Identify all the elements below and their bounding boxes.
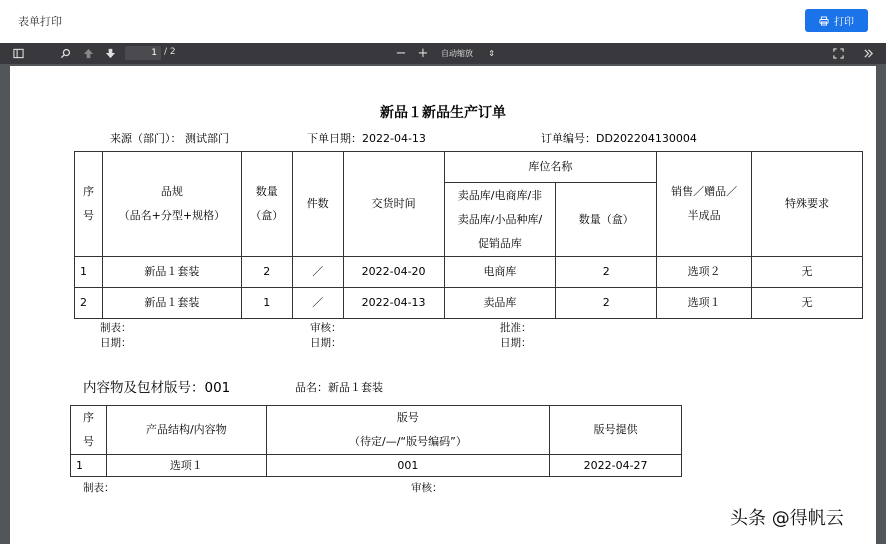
section-heading: 内容物及包材版号：001: [83, 380, 231, 396]
header-special: 特殊要求: [752, 152, 863, 257]
sidebar-icon: [13, 48, 24, 59]
cell: ／: [292, 288, 343, 319]
printer-icon: [819, 16, 829, 26]
find-button[interactable]: [57, 43, 73, 64]
arrow-up-icon: [83, 48, 94, 59]
previous-page-button[interactable]: [80, 43, 96, 64]
zoom-in-button[interactable]: +: [417, 46, 429, 61]
cell: 选项１: [106, 455, 266, 477]
cell: 无: [752, 288, 863, 319]
page-number-input[interactable]: 1: [125, 46, 161, 60]
table-header-row: [75, 152, 863, 183]
cell: 卖品库: [444, 288, 556, 319]
cell: 2: [556, 257, 657, 288]
pdf-viewer[interactable]: [0, 64, 886, 544]
product-name: 品名：新品１套装: [295, 381, 383, 394]
maker-label-2: 制表：: [83, 482, 115, 494]
header-version-provide: 版号提供: [550, 406, 682, 455]
page-count: / 2: [164, 47, 176, 57]
next-page-button[interactable]: [102, 43, 118, 64]
document-title: 新品１新品生产订单: [380, 105, 506, 121]
cell: 1: [241, 288, 292, 319]
approve-date-label: 日期：: [500, 337, 532, 349]
cell: 2: [75, 288, 103, 319]
cell: 2022-04-20: [343, 257, 444, 288]
version-table: [70, 405, 682, 477]
header-delivery-time: 交货时间: [343, 152, 444, 257]
print-button[interactable]: [805, 9, 868, 32]
search-icon: [60, 48, 71, 59]
order-date: 下单日期：2022-04-13: [307, 132, 426, 145]
page-title: 表单打印: [18, 15, 62, 28]
cell: 1: [71, 455, 107, 477]
header-warehouse-qty: 数量（盒）: [556, 183, 657, 257]
double-chevron-right-icon: [863, 48, 874, 59]
zoom-out-button[interactable]: −: [395, 46, 407, 61]
header-version: 版号 （待定/—/“版号编码”）: [266, 406, 550, 455]
header-pieces: 件数: [292, 152, 343, 257]
review-label: 审核：: [310, 322, 342, 334]
header-qty: 数量 （盒）: [241, 152, 292, 257]
review-label-2: 审核：: [411, 482, 443, 494]
table-row: [71, 455, 682, 477]
cell: 1: [75, 257, 103, 288]
sidebar-toggle-button[interactable]: [10, 43, 26, 64]
table-header-row: [71, 406, 682, 455]
header-spec: 品规 （品名+分型+规格）: [102, 152, 241, 257]
header-seq: 序 号: [75, 152, 103, 257]
cell: 新品１套装: [102, 288, 241, 319]
arrow-down-icon: [105, 48, 116, 59]
zoom-value: 自动缩放: [441, 49, 473, 58]
print-label: 打印: [834, 17, 854, 28]
order-number: 订单编号：DD202204130004: [541, 132, 697, 145]
more-tools-button[interactable]: [860, 43, 876, 64]
maker-label: 制表：: [100, 322, 132, 334]
cell: 2: [556, 288, 657, 319]
table-row: [75, 257, 863, 288]
cell: 2022-04-27: [550, 455, 682, 477]
top-bar: [0, 0, 886, 43]
table-row: [75, 288, 863, 319]
source-department: 来源（部门）： 测试部门: [110, 132, 229, 145]
chevron-updown-icon: ⇕: [488, 49, 495, 58]
watermark: 头条 @得帆云: [730, 508, 844, 529]
cell: 选项１: [657, 288, 752, 319]
header-warehouse-name: 卖品库/电商库/非 卖品库/小品种库/ 促销品库: [444, 183, 556, 257]
header-warehouse: 库位名称: [444, 152, 657, 183]
header-structure: 产品结构/内容物: [106, 406, 266, 455]
order-table: [74, 151, 863, 319]
fullscreen-icon: [833, 48, 844, 59]
pdf-toolbar: [0, 43, 886, 64]
presentation-mode-button[interactable]: [830, 43, 846, 64]
cell: ／: [292, 257, 343, 288]
cell: 选项２: [657, 257, 752, 288]
cell: 2: [241, 257, 292, 288]
maker-date-label: 日期：: [100, 337, 132, 349]
approve-label: 批准：: [500, 322, 532, 334]
cell: 2022-04-13: [343, 288, 444, 319]
header-sale-type: 销售／赠品／ 半成品: [657, 152, 752, 257]
cell: 新品１套装: [102, 257, 241, 288]
cell: 无: [752, 257, 863, 288]
zoom-select[interactable]: [435, 46, 499, 61]
cell: 001: [266, 455, 550, 477]
header-seq: 序 号: [71, 406, 107, 455]
review-date-label: 日期：: [310, 337, 342, 349]
pdf-page: [10, 66, 876, 544]
cell: 电商库: [444, 257, 556, 288]
